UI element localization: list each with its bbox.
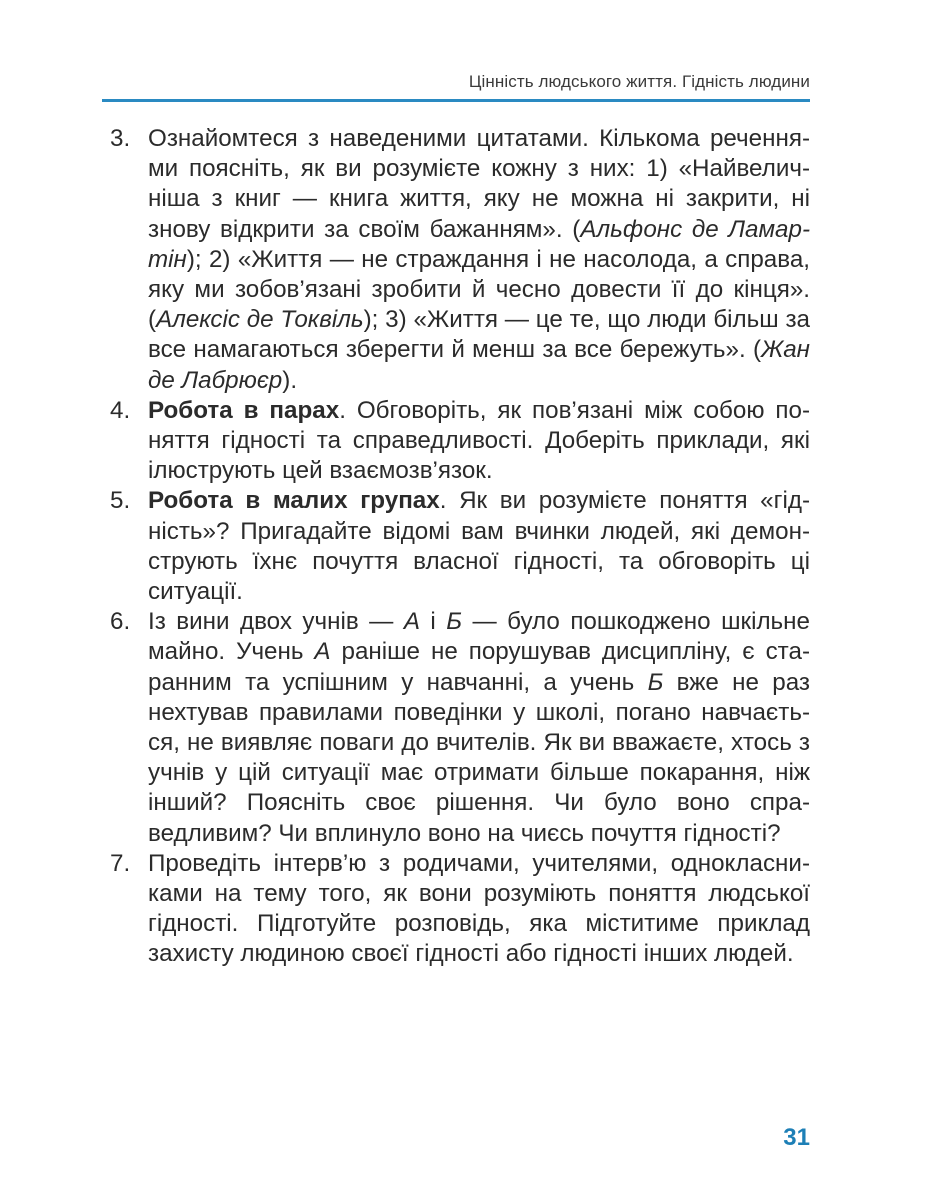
quote-author: Альфонс де Ламартін — [148, 215, 810, 273]
text-run: і — [419, 608, 447, 636]
student-label: А — [314, 638, 331, 666]
activity-type: Робота в парах — [148, 396, 340, 424]
task-text — [148, 396, 810, 487]
text-run: Проведіть інтерв’ю з родичами, учителями, однокласниками на тему того, як вони розуміють поняття людської гідності. Підготуйте розповідь, яка міститиме приклад захисту людиною своєї гідності або гідності інших людей. — [148, 849, 810, 968]
task-item-5 — [110, 486, 810, 607]
task-number: 7. — [110, 849, 131, 877]
text-run: ); 3) «Життя — це те, що люди більш за все намагаються зберегти й менш за все бережуть». ( — [148, 306, 810, 364]
student-label: Б — [446, 608, 463, 636]
task-item-3 — [110, 124, 810, 396]
page-number: 31 — [783, 1124, 810, 1151]
activity-type: Робота в малих групах — [148, 487, 440, 515]
task-text — [148, 124, 810, 396]
running-header: Цінність людського життя. Гідність людини — [468, 72, 810, 91]
student-label: А — [403, 608, 420, 636]
task-number: 4. — [110, 396, 131, 424]
task-list — [110, 124, 810, 970]
text-run: Ознайомтеся з наведеними цитатами. Кількома реченнями поясніть, як ви розумієте кожну з них: 1) «Найвеличніша з книг — книга життя, яку не можна ні закрити, ні знову відкрити за своїм бажанням». ( — [148, 125, 810, 243]
task-text — [148, 849, 810, 970]
task-item-7 — [110, 849, 810, 970]
task-text — [148, 486, 810, 607]
header-divider — [102, 99, 810, 102]
task-item-4 — [110, 396, 810, 487]
task-number: 5. — [110, 487, 131, 515]
text-run: . Обговоріть, як пов’язані між собою поняття гідності та справедливості. Доберіть приклади, які ілюструють цей взаємозв’язок. — [148, 396, 811, 485]
task-number: 3. — [110, 125, 131, 152]
task-number: 6. — [110, 608, 131, 636]
text-run: Із вини двох учнів — — [148, 608, 404, 636]
text-run: . Як ви розумієте поняття «гідність»? Пригадайте відомі вам вчинки людей, які демонструють їхнє почуття власної гідності, та обговоріть ці ситуації. — [148, 487, 811, 606]
text-run: ). — [282, 366, 298, 394]
task-item-6 — [110, 607, 810, 849]
text-run: вже не раз нехтував правилами поведінки у школі, погано навчається, не виявляє поваги до вчителів. Як ви вважаєте, хтось з учнів у цій ситуації має отримати більше покарання, ніж інший? Поясніть своє рішення. Чи було воно справедливим? Чи вплинуло воно на чиєсь почуття гідності? — [148, 668, 811, 847]
text-run: раніше не порушував дисципліну, є старанним та успішним у навчанні, а учень — [148, 638, 810, 696]
text-run: ); 2) «Життя — не страждання і не насолода, а справа, яку ми зобов’язані зробити й чесно довести її до кінця». ( — [148, 245, 810, 334]
text-run: — було пошкоджено шкільне майно. Учень — [148, 608, 810, 666]
task-text — [148, 607, 810, 849]
quote-author: Алексіс де Токвіль — [156, 306, 364, 334]
quote-author: Жан де Лабрюєр — [148, 336, 810, 394]
student-label: Б — [647, 668, 664, 696]
